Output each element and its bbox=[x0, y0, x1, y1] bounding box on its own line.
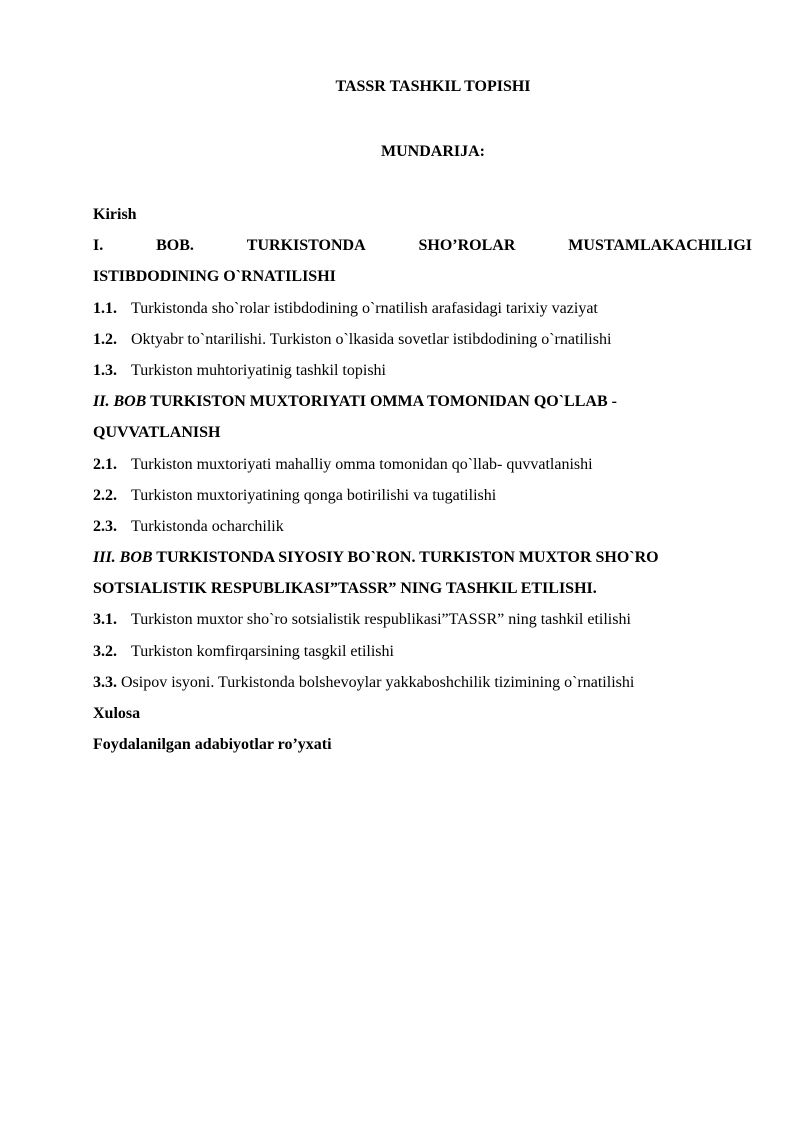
chapter-2-prefix: II. BOB bbox=[93, 393, 147, 411]
chapter-2-title: TURKISTON MUXTORIYATI OMMA TOMONIDAN QO`LLAB - bbox=[146, 393, 617, 411]
toc-item-2-3 bbox=[93, 511, 752, 542]
item-text: Osipov isyoni. Turkistonda bolshevoylar yakkaboshchilik tizimining o`rnatilishi bbox=[121, 673, 635, 691]
toc-item-3-2 bbox=[93, 636, 752, 667]
toc-item-1-1 bbox=[93, 293, 752, 324]
toc-item-1-3 bbox=[93, 355, 752, 386]
chapter-3-prefix: III. BOB bbox=[93, 549, 153, 567]
chapter-3-title: TURKISTONDA SIYOSIY BO`RON. TURKISTON MUXTOR SHO`RO bbox=[152, 549, 659, 567]
item-number: 1.3. bbox=[93, 361, 117, 379]
item-text: Oktyabr to`ntarilishi. Turkiston o`lkasida sovetlar istibdodining o`rnatilishi bbox=[131, 330, 612, 348]
chapter-1-word: I. bbox=[93, 237, 104, 255]
toc-chapter-2-heading bbox=[93, 386, 752, 417]
item-number: 2.3. bbox=[93, 517, 117, 535]
toc-item-2-1 bbox=[93, 449, 752, 480]
item-text: Turkiston muxtoriyatining qonga botirilishi va tugatilishi bbox=[131, 486, 497, 504]
chapter-1-word: BOB. bbox=[156, 237, 194, 255]
toc-chapter-2-heading-cont: QUVVATLANISH bbox=[93, 424, 221, 442]
item-number: 2.1. bbox=[93, 455, 117, 473]
toc-chapter-1-heading bbox=[93, 230, 752, 261]
chapter-1-word: SHO’ROLAR bbox=[418, 237, 516, 255]
table-of-contents bbox=[93, 199, 752, 760]
chapter-1-word: TURKISTONDA bbox=[246, 237, 366, 255]
item-number: 3.2. bbox=[93, 642, 117, 660]
document-title: TASSR TASHKIL TOPISHI bbox=[335, 78, 531, 95]
item-number: 3.1. bbox=[93, 611, 117, 629]
toc-intro: Kirish bbox=[93, 206, 137, 223]
item-number: 1.1. bbox=[93, 299, 117, 317]
item-text: Turkiston muxtoriyati mahalliy omma tomonidan qo`llab- quvvatlanishi bbox=[131, 455, 593, 473]
toc-chapter-3-heading bbox=[93, 542, 752, 573]
item-text: Turkistonda ocharchilik bbox=[131, 517, 284, 535]
item-number: 3.3. bbox=[93, 673, 117, 691]
item-text: Turkiston komfirqarsining tasgkil etilishi bbox=[131, 642, 394, 660]
toc-item-3-1 bbox=[93, 604, 752, 635]
toc-chapter-3-heading-cont: SOTSIALISTIK RESPUBLIKASI”TASSR” NING TASHKIL ETILISHI. bbox=[93, 580, 597, 598]
chapter-1-word: MUSTAMLAKACHILIGI bbox=[568, 237, 752, 255]
item-text: Turkiston muhtoriyatinig tashkil topishi bbox=[131, 361, 386, 379]
toc-references: Foydalanilgan adabiyotlar ro’yxati bbox=[93, 736, 332, 754]
toc-item-3-3 bbox=[93, 667, 752, 698]
item-text: Turkiston muxtor sho`ro sotsialistik respublikasi”TASSR” ning tashkil etilishi bbox=[131, 611, 631, 629]
item-text: Turkistonda sho`rolar istibdodining o`rnatilish arafasidagi tarixiy vaziyat bbox=[131, 299, 598, 317]
toc-item-2-2 bbox=[93, 480, 752, 511]
item-number: 1.2. bbox=[93, 330, 117, 348]
toc-chapter-1-heading-cont: ISTIBDODINING O`RNATILISHI bbox=[93, 268, 336, 286]
toc-conclusion: Xulosa bbox=[93, 705, 141, 722]
toc-heading: MUNDARIJA: bbox=[381, 143, 485, 160]
item-number: 2.2. bbox=[93, 486, 117, 504]
toc-item-1-2 bbox=[93, 324, 752, 355]
